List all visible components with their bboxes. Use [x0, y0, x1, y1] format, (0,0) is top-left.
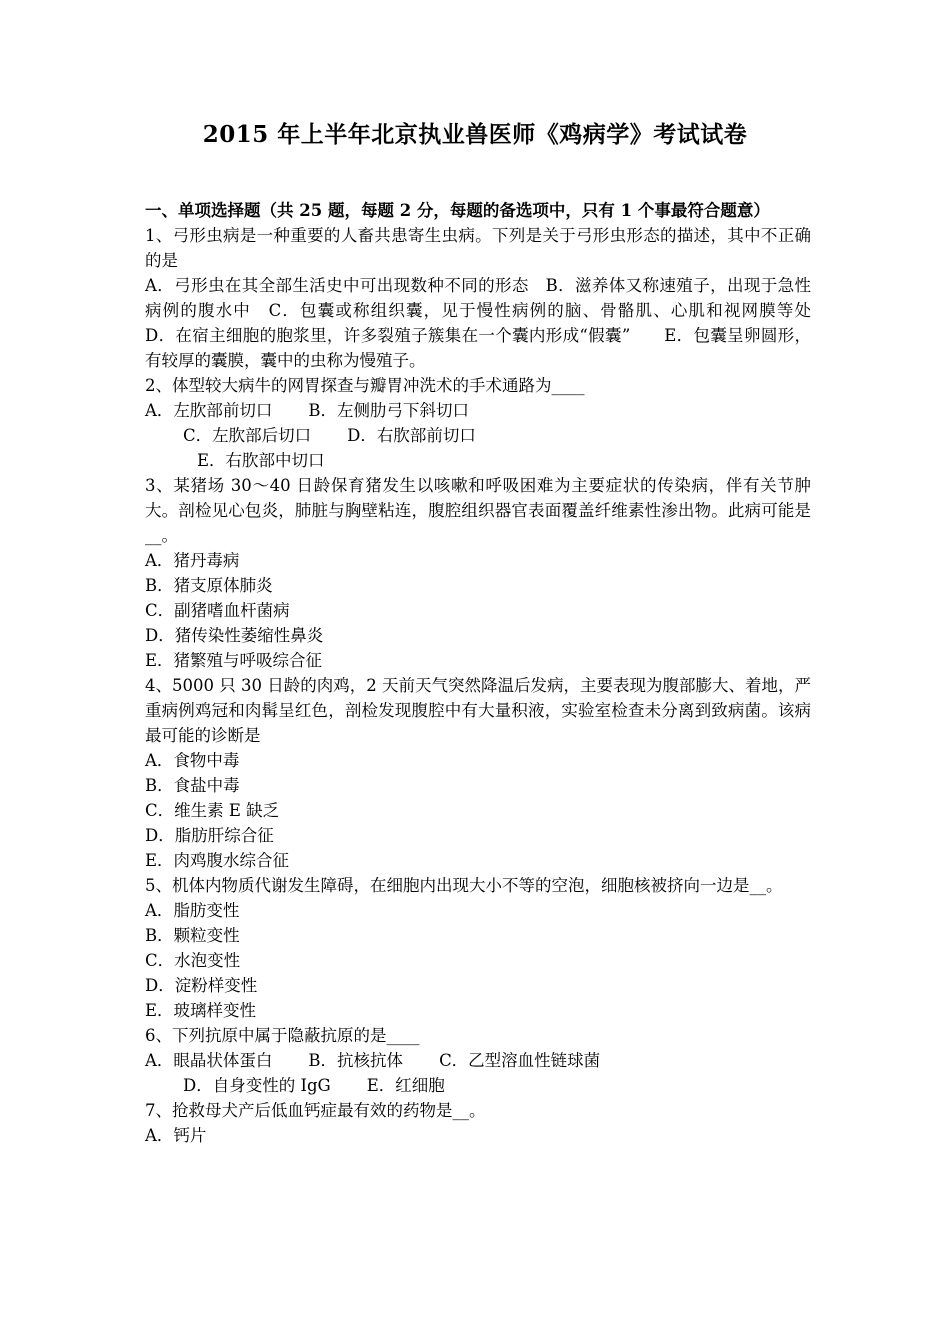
question-5-option: D．淀粉样变性 [145, 976, 258, 995]
section-heading: 一、单项选择题（共 25 题，每题 2 分，每题的备选项中，只有 1 个事最符合题意） [145, 201, 770, 220]
question-2-option-d: D．右肷部前切口 [347, 426, 476, 445]
question-2-option-e: E．右肷部中切口 [197, 451, 325, 470]
question-7-stem: 7、抢救母犬产后低血钙症最有效的药物是__。 [145, 1101, 486, 1120]
question-6-options-row-1 [145, 1048, 811, 1073]
document-title: 2015 年上半年北京执业兽医师《鸡病学》考试试卷 [202, 121, 748, 148]
question-5-option: E．玻璃样变性 [145, 1001, 257, 1020]
question-2-options-row-3 [145, 448, 811, 473]
question-3-option: D．猪传染性萎缩性鼻炎 [145, 626, 324, 645]
question-2-options-row-1 [145, 398, 811, 423]
question-3-option: B．猪支原体肺炎 [145, 576, 273, 595]
question-4-stem: 4、5000 只 30 日龄的肉鸡，2 天前天气突然降温后发病，主要表现为腹部膨大、着地，严重病例鸡冠和肉髯呈红色，剖检发现腹腔中有大量积液，实验室检查未分离到致病菌。该病最可能的诊断是 [145, 676, 811, 745]
question-6-option-d: D．自身变性的 IgG [183, 1076, 331, 1095]
question-4-option: C．维生素 E 缺乏 [145, 801, 280, 820]
document-body [145, 198, 828, 1148]
question-2-stem: 2、体型较大病牛的网胃探查与瓣胃冲洗术的手术通路为____ [145, 376, 585, 395]
question-6-option-a: A．眼晶状体蛋白 [145, 1051, 273, 1070]
question-3-option: E．猪繁殖与呼吸综合征 [145, 651, 323, 670]
question-5-stem: 5、机体内物质代谢发生障碍，在细胞内出现大小不等的空泡，细胞核被挤向一边是__。 [145, 876, 783, 895]
question-4-option: D．脂肪肝综合征 [145, 826, 274, 845]
question-5-option: B．颗粒变性 [145, 926, 240, 945]
question-6-option-e: E．红细胞 [366, 1076, 445, 1095]
question-5-option: C．水泡变性 [145, 951, 241, 970]
question-1-stem: 1、弓形虫病是一种重要的人畜共患寄生虫病。下列是关于弓形虫形态的描述，其中不正确的是 [145, 226, 811, 270]
question-7-option: A．钙片 [145, 1126, 207, 1145]
question-1-options: A．弓形虫在其全部生活史中可出现数种不同的形态 B．滋养体又称速殖子，出现于急性病例的腹水中 C．包囊或称组织囊，见于慢性病例的脑、骨骼肌、心肌和视网膜等处 D．在宿主细胞的胞浆里，许多裂殖子簇集在一个囊内形成“假囊” E．包囊呈卵圆形，有较厚的囊膜，囊中的虫称为慢殖子。 [145, 276, 828, 370]
question-3-option: A．猪丹毒病 [145, 551, 240, 570]
question-3-option: C．副猪嗜血杆菌病 [145, 601, 290, 620]
question-6-options-row-2 [145, 1073, 811, 1098]
question-4-option: B．食盐中毒 [145, 776, 240, 795]
question-6-stem: 6、下列抗原中属于隐蔽抗原的是____ [145, 1026, 420, 1045]
question-3-stem: 3、某猪场 30～40 日龄保育猪发生以咳嗽和呼吸困难为主要症状的传染病，伴有关节肿大。剖检见心包炎，肺脏与胸壁粘连，腹腔组织器官表面覆盖纤维素性渗出物。此病可能是__。 [145, 476, 811, 545]
question-2-option-c: C．左肷部后切口 [183, 426, 312, 445]
question-6-option-b: B．抗核抗体 [308, 1051, 404, 1070]
question-4-option: E．肉鸡腹水综合征 [145, 851, 290, 870]
question-5-option: A．脂肪变性 [145, 901, 240, 920]
question-6-option-c: C．乙型溶血性链球菌 [439, 1051, 601, 1070]
question-2-options-row-2 [145, 423, 811, 448]
question-2-option-b: B．左侧肋弓下斜切口 [308, 401, 470, 420]
question-4-option: A．食物中毒 [145, 751, 240, 770]
question-2-option-a: A．左肷部前切口 [145, 401, 273, 420]
